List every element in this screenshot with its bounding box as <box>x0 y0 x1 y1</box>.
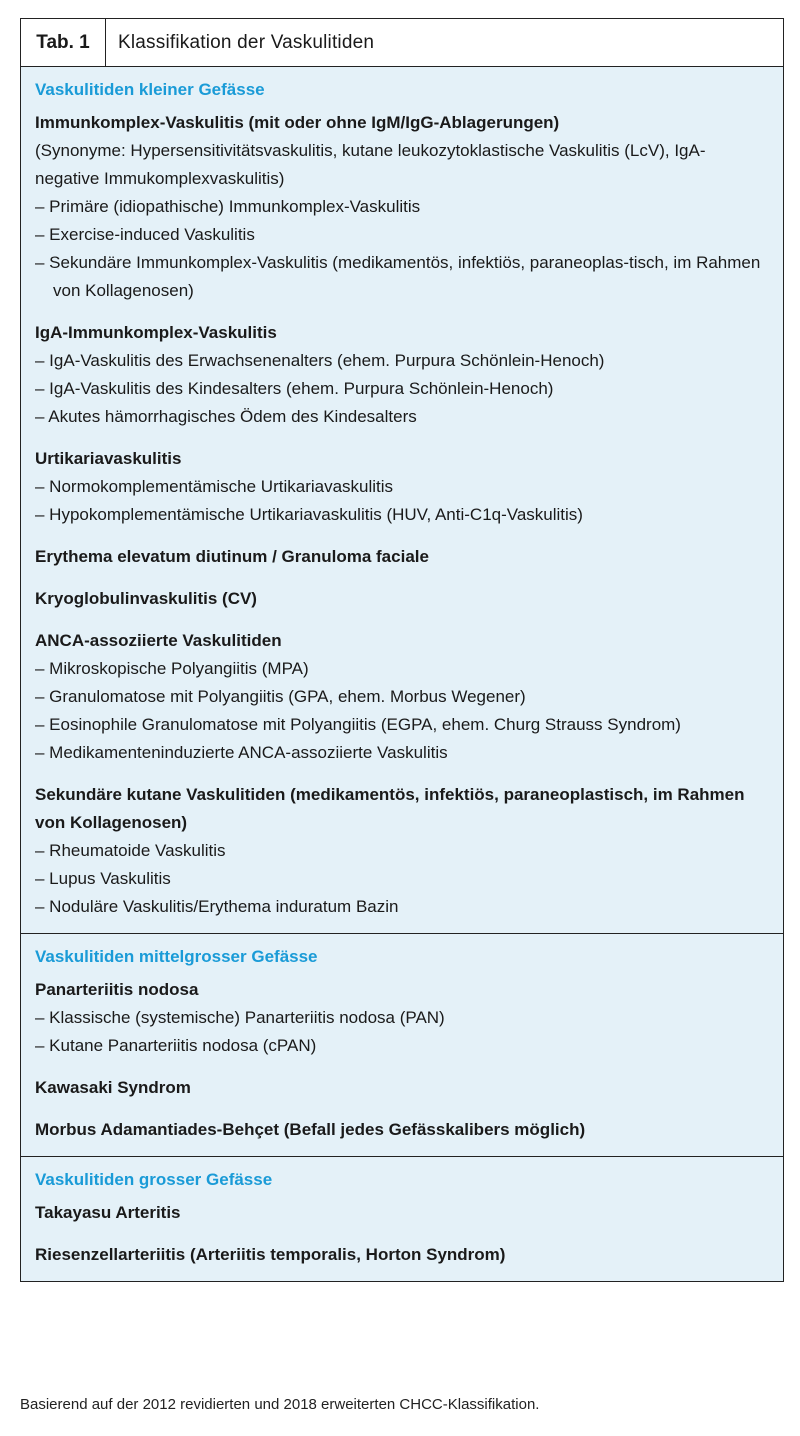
table-label: Tab. 1 <box>21 19 106 66</box>
classification-table <box>20 18 784 1282</box>
list-item: – Mikroskopische Polyangiitis (MPA) <box>35 659 309 678</box>
group-title: Panarteriitis nodosa <box>35 980 199 999</box>
list-item: – Klassische (systemische) Panarteriitis nodosa (PAN) <box>35 1008 445 1027</box>
group <box>35 585 769 613</box>
list-item: – Normokomplementämische Urtikariavaskulitis <box>35 477 394 496</box>
group-title: Erythema elevatum diutinum / Granuloma faciale <box>35 547 429 566</box>
group-title: Kryoglobulinvaskulitis (CV) <box>35 589 257 608</box>
group-title: Urtikariavaskulitis <box>35 449 182 468</box>
group <box>35 445 769 529</box>
list-item: – IgA-Vaskulitis des Erwachsenenalters (ehem. Purpura Schönlein-Henoch) <box>35 351 605 370</box>
section-2 <box>21 933 783 1156</box>
group-title: Kawasaki Syndrom <box>35 1078 191 1097</box>
section-heading: Vaskulitiden mittelgrosser Gefässe <box>35 947 318 966</box>
group <box>35 976 769 1060</box>
list-item: – Medikamenteninduzierte ANCA-assoziierte Vaskulitis <box>35 743 448 762</box>
list-item: – Kutane Panarteriitis nodosa (cPAN) <box>35 1036 317 1055</box>
group-title: Takayasu Arteritis <box>35 1203 181 1222</box>
table-footnote: Basierend auf der 2012 revidierten und 2018 erweiterten CHCC-Klassifikation. <box>20 1396 540 1413</box>
group-note: (Synonyme: Hypersensitivitätsvaskulitis, kutane leukozytoklastische Vaskulitis (LcV), IgA-negative Immukomplexvaskulitis) <box>35 141 706 188</box>
group <box>35 109 769 305</box>
list-item: – Primäre (idiopathische) Immunkomplex-Vaskulitis <box>35 197 421 216</box>
list-item: – Hypokomplementämische Urtikariavaskulitis (HUV, Anti-C1q-Vaskulitis) <box>35 505 583 524</box>
group <box>35 1074 769 1102</box>
list-item: – Exercise-induced Vaskulitis <box>35 225 255 244</box>
list-item: – IgA-Vaskulitis des Kindesalters (ehem. Purpura Schönlein-Henoch) <box>35 379 554 398</box>
section-groups <box>35 1199 769 1269</box>
list-item: – Noduläre Vaskulitis/Erythema induratum Bazin <box>35 897 399 916</box>
group-title: Riesenzellarteriitis (Arteriitis temporalis, Horton Syndrom) <box>35 1245 506 1264</box>
group <box>35 1116 769 1144</box>
list-item: – Rheumatoide Vaskulitis <box>35 841 226 860</box>
section-heading: Vaskulitiden grosser Gefässe <box>35 1170 273 1189</box>
group <box>35 627 769 767</box>
group-title: IgA-Immunkomplex-Vaskulitis <box>35 323 277 342</box>
group-title: Sekundäre kutane Vaskulitiden (medikamentös, infektiös, paraneoplastisch, im Rahmen von Kollagenosen) <box>35 785 745 832</box>
group-title: Morbus Adamantiades-Behçet (Befall jedes Gefässkalibers möglich) <box>35 1120 586 1139</box>
table-body <box>21 67 783 1281</box>
section-groups <box>35 976 769 1144</box>
group <box>35 781 769 921</box>
section-groups <box>35 109 769 921</box>
list-item: – Sekundäre Immunkomplex-Vaskulitis (medikamentös, infektiös, paraneoplas-tisch, im Rahmen von Kollagenosen) <box>35 253 761 300</box>
group-title: ANCA-assoziierte Vaskulitiden <box>35 631 282 650</box>
section-1 <box>21 67 783 933</box>
list-item: – Lupus Vaskulitis <box>35 869 171 888</box>
table-title: Klassifikation der Vaskulitiden <box>118 31 375 53</box>
list-item: – Granulomatose mit Polyangiitis (GPA, ehem. Morbus Wegener) <box>35 687 526 706</box>
group-title: Immunkomplex-Vaskulitis (mit oder ohne IgM/IgG-Ablagerungen) <box>35 113 560 132</box>
table-title-row <box>21 19 783 67</box>
section-heading: Vaskulitiden kleiner Gefässe <box>35 80 265 99</box>
list-item: – Akutes hämorrhagisches Ödem des Kindesalters <box>35 407 417 426</box>
section-3 <box>21 1156 783 1281</box>
group <box>35 1199 769 1227</box>
group <box>35 1241 769 1269</box>
group <box>35 319 769 431</box>
group <box>35 543 769 571</box>
list-item: – Eosinophile Granulomatose mit Polyangiitis (EGPA, ehem. Churg Strauss Syndrom) <box>35 715 681 734</box>
